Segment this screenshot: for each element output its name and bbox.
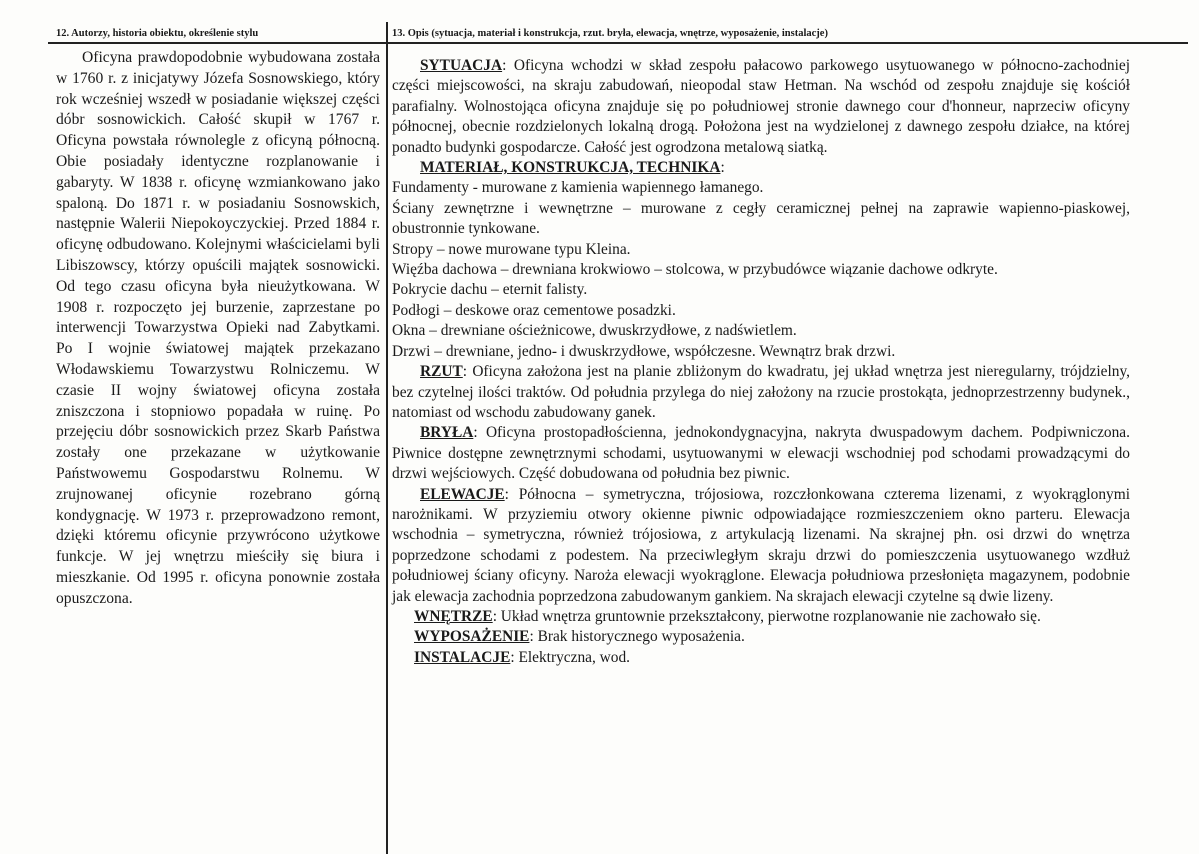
material-line: Fundamenty - murowane z kamienia wapiennego łamanego. xyxy=(392,179,764,197)
history-text: Oficyna prawdopodobnie wybudowana została w 1760 r. z inicjatywy Józefa Sosnowskiego, który rok wcześniej wszedł w posiadanie większej części dóbr sosnowickich. Całość skupił w 1767 r. Oficyna powstała równolegle z oficyną północną. Obie posiadały identyczne rozplanowanie i gabaryty. W 1838 r. oficynę wzmiankowano jako spaloną. Do 1871 r. w posiadaniu Sosnowskich, następnie Walerii Niepokoyczyckiej. Przed 1884 r. oficynę odbudowano. Kolejnymi właścicielami byli Libiszowscy, którzy opuścili majątek sosnowicki. Od tego czasu oficyna była nieużytkowana. W 1908 r. rozpoczęto jej burzenie, zaprzestane po interwencji Towarzystwa Opieki nad Zabytkami. Po I wojnie światowej majątek przekazano Włodawskiemu Towarzystwu Rolniczemu. W czasie II wojny światowej oficyna została zniszczona i stopniowo popadała w ruinę. Po przejęciu dóbr sosnowickich przez Skarb Państwa zostały one przekazane w użytkowanie Państwowemu Gospodarstwu Rolnemu. W zrujnowanej oficynie rozebrano górną kondygnację. W 1973 r. przeprowadzono remont, dzięki któremu oficynie przywrócono użytkowe funkcje. W jej wnętrzu mieściły się biura i mieszkanie. Od 1995 r. oficyna ponownie została opuszczona. xyxy=(56,49,380,607)
material-line: Pokrycie dachu – eternit falisty. xyxy=(392,281,588,299)
material-suffix: : xyxy=(720,159,725,177)
rzut-text: : Oficyna założona jest na planie zbliżonym do kwadratu, jej układ wnętrza jest nieregularny, trójdzielny, bez czytelnej ilości traktów. Od południa przylega do niej założony na rzucie prostokąta, jednoprzestrzenny budynek., natomiast od wschodu zabudowany ganek. xyxy=(392,363,1130,421)
description-column xyxy=(392,56,1130,668)
material-line: Podłogi – deskowe oraz cementowe posadzki. xyxy=(392,301,676,319)
elewacje-text: : Północna – symetryczna, trójosiowa, rozczłonkowana czterema lizenami, z wyokrąglonymi narożnikami. W przyziemiu otwory okienne piwnic odpowiadające rozmieszczeniem okno parteru. Elewacja wschodnia – symetryczna, również trójosiowa, z artykulacją lizenami. Na skrajnej płn. osi drzwi do wnętrza poprzedzone schodami z podestem. Na przeciwległym skraju drzwi do pomieszczenia usytuowanego wzdłuż południowej ściany oficyny. Naroża elewacji wyokrąglone. Elewacja południowa przesłonięta magazynem, podobnie jak elewacja zachodnia poprzedzona zabudowanym gankiem. Na skrajach elewacji czytelne są dwie lizeny. xyxy=(392,485,1130,605)
instalacje-text: : Elektryczna, wod. xyxy=(510,648,631,666)
sytuacja-text: : Oficyna wchodzi w skład zespołu pałacowo parkowego usytuowanego w północno-zachodniej części miejscowości, na skraju zabudowań, nieopodal staw Hetman. Na wschód od zespołu znajduje się kościół parafialny. Wolnostojąca oficyna znajduje się po południowej stronie dawnego cour d'honneur, naprzeciw oficyny północnej, obecnie rozdzielonych lokalną drogą. Położona jest na wydzielonej z dawnego zespołu działce, na której ponadto budynki gospodarcze. Całość jest ogrodzona metalową siatką. xyxy=(392,57,1130,156)
material-line: Drzwi – drewniane, jedno- i dwuskrzydłowe, współczesne. Wewnątrz brak drzwi. xyxy=(392,342,896,360)
wyposazenie-text: : Brak historycznego wyposażenia. xyxy=(529,628,745,646)
sytuacja-label: SYTUACJA xyxy=(420,57,503,74)
column-divider xyxy=(386,22,388,854)
material-label: MATERIAŁ, KONSTRUKCJA, TECHNIKA xyxy=(420,159,721,177)
material-line: Stropy – nowe murowane typu Kleina. xyxy=(392,240,631,258)
bryla-text: : Oficyna prostopadłościenna, jednokondygnacyjna, nakryta dwuspadowym dachem. Podpiwniczona. Piwnice dostępne zewnętrznymi schodami, usytuowanymi w elewacji wschodniej pod schodami prowadzącymi do drzwi wejściowych. Część dobudowana od południa bez piwnic. xyxy=(392,424,1130,483)
rzut-paragraph xyxy=(392,362,1130,423)
material-line: Więźba dachowa – drewniana krokwiowo – stolcowa, w przybudówce wiązanie dachowe odkryte. xyxy=(392,261,998,279)
wyposazenie-label: WYPOSAŻENIE xyxy=(414,628,530,646)
section-13-header: 13. Opis (sytuacja, materiał i konstrukcja, rzut. bryła, elewacja, wnętrze, wyposażenie, instalacje) xyxy=(392,28,828,39)
bryla-paragraph xyxy=(392,423,1130,484)
bryla-label: BRYŁA xyxy=(420,424,474,442)
instalacje-label: INSTALACJE xyxy=(414,648,511,666)
wnetrze-label: WNĘTRZE xyxy=(414,607,493,625)
header-rule xyxy=(48,42,1188,44)
instalacje-paragraph xyxy=(392,648,1130,668)
elewacje-label: ELEWACJE xyxy=(420,485,505,503)
sytuacja-paragraph xyxy=(392,56,1130,158)
wnetrze-text: : Układ wnętrza gruntownie przekształcony, pierwotne rozplanowanie nie zachowało się. xyxy=(492,607,1041,625)
material-line: Okna – drewniane ościeżnicowe, dwuskrzydłowe, z nadświetlem. xyxy=(392,322,797,340)
section-12-header: 12. Autorzy, historia obiektu, określenie stylu xyxy=(56,28,259,39)
material-heading xyxy=(392,158,1130,178)
material-line: Ściany zewnętrzne i wewnętrzne – murowane z cegły ceramicznej pełnej na zaprawie wapienno-piaskowej, obustronnie tynkowane. xyxy=(392,199,1130,238)
rzut-label: RZUT xyxy=(420,363,463,381)
elewacje-paragraph xyxy=(392,485,1130,607)
wyposazenie-paragraph xyxy=(392,627,1130,647)
wnetrze-paragraph xyxy=(392,607,1130,627)
